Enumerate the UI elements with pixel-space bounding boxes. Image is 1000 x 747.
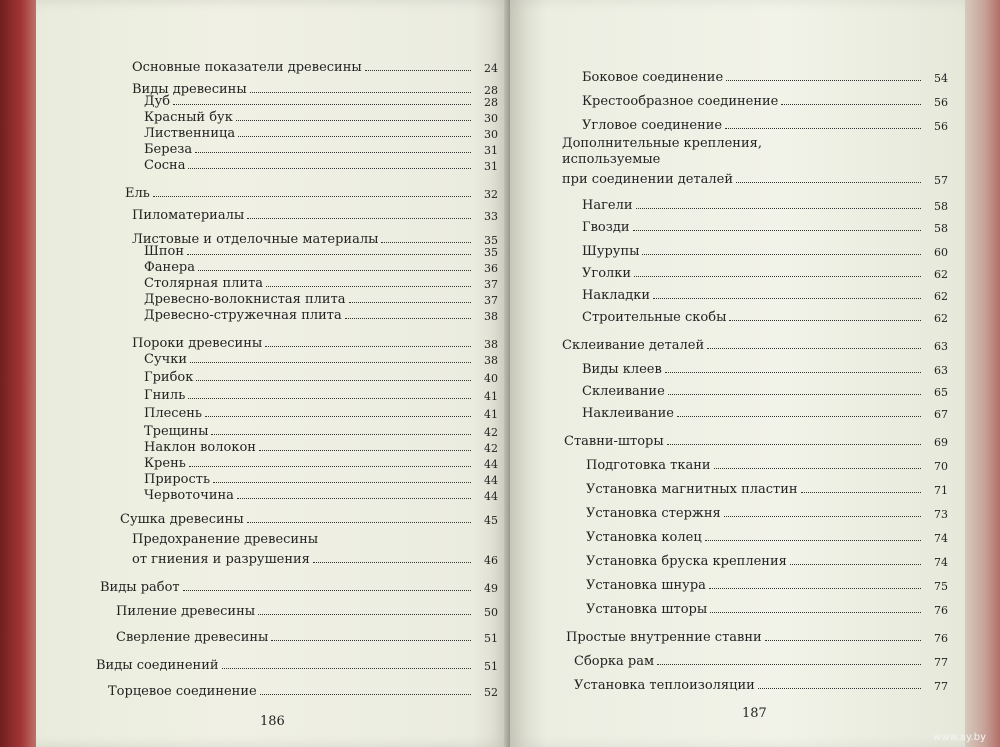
toc-entry: Шурупы 60 [582, 244, 948, 259]
toc-entry: при соединении деталей 57 [562, 172, 948, 187]
toc-entry: Угловое соединение 56 [582, 118, 948, 133]
toc-entry: Боковое соединение 54 [582, 70, 948, 85]
toc-entry: Склеивание 65 [582, 384, 948, 399]
toc-entry: Установка стержня 73 [586, 506, 948, 521]
toc-entry: Простые внутренние ставни 76 [566, 630, 948, 645]
toc-entry: Трещины 42 [144, 424, 498, 439]
toc-entry: от гниения и разрушения 46 [132, 552, 498, 567]
page-number: 187 [742, 706, 767, 721]
toc-entry: Нагели 58 [582, 198, 948, 213]
toc-entry: Дуб 28 [144, 94, 498, 109]
toc-entry: Пороки древесины 38 [132, 336, 498, 351]
toc-entry: Установка шнура 75 [586, 578, 948, 593]
toc-entry: Грибок 40 [144, 370, 498, 385]
toc-entry: Крестообразное соединение 56 [582, 94, 948, 109]
toc-entry: Береза 31 [144, 142, 498, 157]
toc-entry: Столярная плита 37 [144, 276, 498, 291]
toc-entry: Ель 32 [125, 186, 498, 201]
toc-entry: Основные показатели древесины 24 [132, 60, 498, 75]
toc-entry: Гниль 41 [144, 388, 498, 403]
toc-entry: Установка теплоизоляции 77 [574, 678, 948, 693]
toc-entry-line: Дополнительные крепления, [562, 136, 762, 151]
toc-entry: Сучки 38 [144, 352, 498, 367]
toc-entry: Виды соединений 51 [96, 658, 498, 673]
toc-entry: Строительные скобы 62 [582, 310, 948, 325]
toc-entry: Древесно-стружечная плита 38 [144, 308, 498, 323]
toc-entry: Шпон 35 [144, 244, 498, 259]
toc-entry: Червоточина 44 [144, 488, 498, 503]
watermark: www.ay.by [933, 732, 986, 743]
toc-entry: Фанера 36 [144, 260, 498, 275]
toc-entry: Наклеивание 67 [582, 406, 948, 421]
toc-entry: Виды древесины 28 [132, 82, 498, 97]
toc-entry: Наклон волокон 42 [144, 440, 498, 455]
toc-entry: Накладки 62 [582, 288, 948, 303]
toc-entry: Древесно-волокнистая плита 37 [144, 292, 498, 307]
toc-entry: Пиление древесины 50 [116, 604, 498, 619]
toc-entry-line: Предохранение древесины [132, 532, 319, 547]
toc-entry: Лиственница 30 [144, 126, 498, 141]
toc-entry: Виды клеев 63 [582, 362, 948, 377]
toc-entry-line: используемые [562, 152, 661, 167]
toc-entry: Подготовка ткани 70 [586, 458, 948, 473]
toc-entry: Сосна 31 [144, 158, 498, 173]
toc-entry: Сверление древесины 51 [116, 630, 498, 645]
toc-entry: Листовые и отделочные материалы 35 [132, 232, 498, 247]
toc-entry: Ставни-шторы 69 [564, 434, 948, 449]
toc-entry: Установка бруска крепления 74 [586, 554, 948, 569]
right-page [510, 0, 965, 747]
toc-entry: Склеивание деталей 63 [562, 338, 948, 353]
toc-entry: Уголки 62 [582, 266, 948, 281]
toc-entry: Установка магнитных пластин 71 [586, 482, 948, 497]
toc-entry: Торцевое соединение 52 [108, 684, 498, 699]
toc-entry: Гвозди 58 [582, 220, 948, 235]
toc-entry: Красный бук 30 [144, 110, 498, 125]
toc-entry: Виды работ 49 [100, 580, 498, 595]
toc-entry: Установка колец 74 [586, 530, 948, 545]
toc-entry: Установка шторы 76 [586, 602, 948, 617]
book-cover-edge-right [960, 0, 1000, 747]
page-number: 186 [260, 714, 285, 729]
toc-entry: Плесень 41 [144, 406, 498, 421]
toc-entry: Крень 44 [144, 456, 498, 471]
left-page [36, 0, 510, 747]
toc-entry: Сборка рам 77 [574, 654, 948, 669]
toc-entry: Сушка древесины 45 [120, 512, 498, 527]
toc-entry: Прирость 44 [144, 472, 498, 487]
toc-entry: Пиломатериалы 33 [132, 208, 498, 223]
